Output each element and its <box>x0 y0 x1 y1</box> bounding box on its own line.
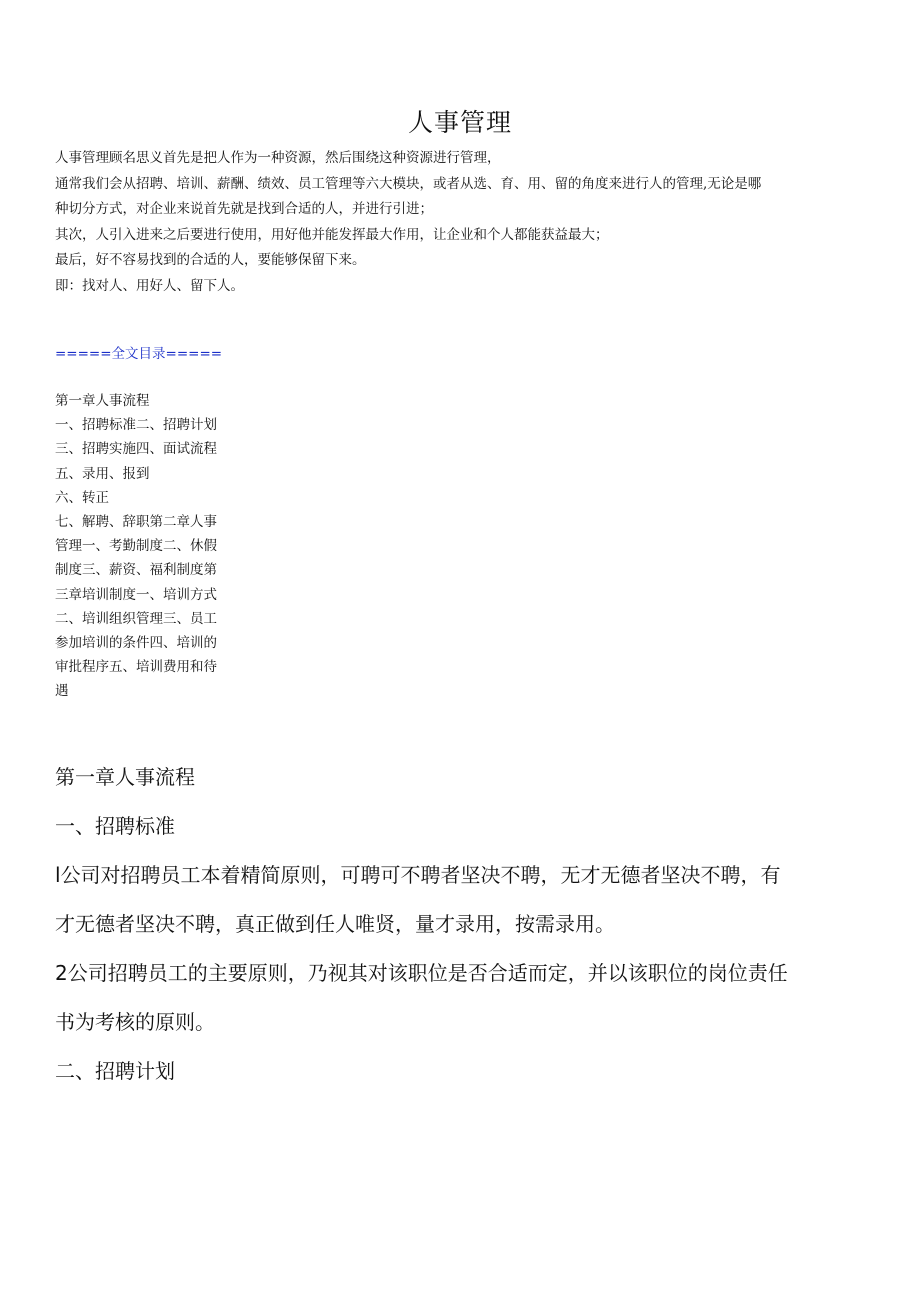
intro-line: 通常我们会从招聘、培训、薪酬、绩效、员工管理等六大模块，或者从选、育、用、留的角度来进行人的管理,无论是哪 <box>55 175 762 192</box>
toc-line: 六、转正 <box>55 489 109 506</box>
intro-line: 其次，人引入进来之后要进行使用，用好他并能发挥最大作用，让企业和个人都能获益最大； <box>55 226 609 243</box>
document-title: 人事管理 <box>407 108 512 137</box>
toc-heading: =====全文目录===== <box>55 346 223 362</box>
chapter-body <box>55 753 865 1096</box>
toc-line: 五、录用、报到 <box>55 465 150 482</box>
intro-line: 种切分方式，对企业来说首先就是找到合适的人，并进行引进； <box>55 201 433 217</box>
list-item-1 <box>55 851 865 900</box>
toc-line: 一、招聘标准二、招聘计划 <box>55 417 217 434</box>
list-item-number: l <box>55 863 61 887</box>
intro-line: 最后，好不容易找到的合适的人，要能够保留下来。 <box>55 252 366 268</box>
toc-line: 制度三、薪资、福利制度第 <box>55 562 217 579</box>
list-item-text: 公司对招聘员工本着精简原则，可聘可不聘者坚决不聘，无才无德者坚决不聘，有 <box>60 863 781 887</box>
toc-line: 遇 <box>55 683 69 700</box>
toc-line: 第一章人事流程 <box>55 393 150 409</box>
list-item-text: 公司招聘员工的主要原则，乃视其对该职位是否合适而定，并以该职位的岗位责任 <box>67 961 788 985</box>
toc-line: 管理一、考勤制度二、休假 <box>55 538 217 555</box>
intro-paragraph <box>55 146 870 299</box>
list-item-number: 2 <box>55 961 68 985</box>
table-of-contents <box>55 389 245 704</box>
toc-line: 三、招聘实施四、面试流程 <box>55 441 217 458</box>
intro-line: 即：找对人、用好人、留下人。 <box>55 277 244 294</box>
section-title-recruitment-standards: 一、招聘标准 <box>55 814 175 838</box>
toc-line: 七、解聘、辞职第二章人事 <box>55 514 217 531</box>
intro-line: 人事管理顾名思义首先是把人作为一种资源，然后围绕这种资源进行管理， <box>55 150 501 166</box>
toc-line: 参加培训的条件四、培训的 <box>55 635 217 652</box>
toc-line: 审批程序五、培训费用和待 <box>55 659 217 676</box>
chapter-title: 第一章人事流程 <box>55 765 195 789</box>
list-item-2-continued: 书为考核的原则。 <box>55 1010 215 1034</box>
list-item-1-continued: 才无德者坚决不聘，真正做到任人唯贤，量才录用，按需录用。 <box>55 912 615 936</box>
toc-line: 三章培训制度一、培训方式 <box>55 586 217 603</box>
toc-line: 二、培训组织管理三、员工 <box>55 610 217 627</box>
section-title-recruitment-plan: 二、招聘计划 <box>55 1059 175 1083</box>
list-item-2 <box>55 949 865 998</box>
